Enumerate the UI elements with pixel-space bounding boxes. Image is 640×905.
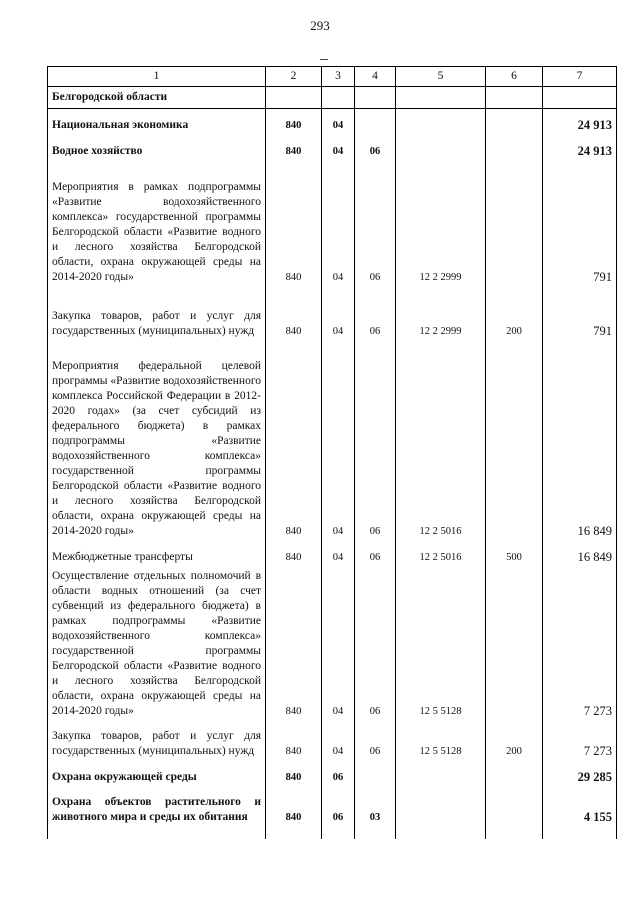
row-expense-type [486, 161, 543, 287]
row-section-code: 04 [322, 567, 355, 721]
row-section-code: 04 [322, 541, 355, 567]
row-amount: 16 849 [543, 341, 617, 541]
row-expense-type: 200 [486, 721, 543, 761]
row-name: Национальная экономика [48, 109, 266, 135]
row-subsection-code: 06 [355, 721, 396, 761]
header-col-7: 7 [543, 67, 617, 87]
table-row [48, 161, 617, 287]
row-expense-type [486, 761, 543, 787]
header-row [48, 67, 617, 87]
row-target-code: 12 2 5016 [396, 341, 486, 541]
row-name: Осуществление отдельных полномочий в области водных отношений (за счет субвенций из федерального бюджета) в рамках подпрограммы «Развитие водохозяйственного комплекса» государственной программы Белгородской области «Развитие водного и лесного хозяйства Белгородской области, охрана окружающей среды на 2014-2020 годы» [48, 567, 266, 721]
row-ministry-code: 840 [266, 787, 322, 827]
row-subsection-code: 06 [355, 161, 396, 287]
table-continuation [48, 827, 617, 839]
row-target-code [396, 87, 486, 109]
continuation-cell [322, 827, 355, 839]
header-col-4: 4 [355, 67, 396, 87]
row-target-code: 12 2 2999 [396, 161, 486, 287]
row-section-code: 04 [322, 721, 355, 761]
row-subsection-code: 06 [355, 341, 396, 541]
row-expense-type [486, 787, 543, 827]
row-section-code: 04 [322, 135, 355, 161]
row-amount: 24 913 [543, 109, 617, 135]
row-subsection-code [355, 109, 396, 135]
row-ministry-code: 840 [266, 341, 322, 541]
row-name: Водное хозяйство [48, 135, 266, 161]
row-amount: 791 [543, 161, 617, 287]
table-row [48, 109, 617, 135]
header-col-6: 6 [486, 67, 543, 87]
row-ministry-code: 840 [266, 109, 322, 135]
row-subsection-code: 06 [355, 287, 396, 341]
header-col-2: 2 [266, 67, 322, 87]
header-col-5: 5 [396, 67, 486, 87]
row-target-code: 12 2 5016 [396, 541, 486, 567]
row-ministry-code: 840 [266, 161, 322, 287]
table-row [48, 287, 617, 341]
row-amount: 7 273 [543, 721, 617, 761]
row-target-code [396, 787, 486, 827]
row-amount: 16 849 [543, 541, 617, 567]
row-expense-type [486, 135, 543, 161]
row-name: Белгородской области [48, 87, 266, 109]
row-subsection-code: 03 [355, 787, 396, 827]
continuation-cell [396, 827, 486, 839]
row-name: Закупка товаров, работ и услуг для государственных (муниципальных) нужд [48, 721, 266, 761]
row-ministry-code: 840 [266, 567, 322, 721]
row-target-code [396, 761, 486, 787]
row-section-code: 06 [322, 761, 355, 787]
row-target-code [396, 135, 486, 161]
row-section-code: 06 [322, 787, 355, 827]
row-section-code: 04 [322, 341, 355, 541]
row-name: Мероприятия в рамках подпрограммы «Развитие водохозяйственного комплекса» государственной программы Белгородской области «Развитие водного и лесного хозяйства Белгородской области, охрана окружающей среды на 2014-2020 годы» [48, 161, 266, 287]
row-subsection-code: 06 [355, 541, 396, 567]
row-name: Охрана окружающей среды [48, 761, 266, 787]
continuation-cell [486, 827, 543, 839]
row-subsection-code: 06 [355, 135, 396, 161]
row-expense-type: 500 [486, 541, 543, 567]
budget-table [47, 66, 617, 839]
row-amount: 4 155 [543, 787, 617, 827]
row-expense-type [486, 567, 543, 721]
header-col-1: 1 [48, 67, 266, 87]
row-amount: 7 273 [543, 567, 617, 721]
continuation-cell [543, 827, 617, 839]
header-col-3: 3 [322, 67, 355, 87]
row-ministry-code: 840 [266, 541, 322, 567]
row-section-code: 04 [322, 109, 355, 135]
row-name: Межбюджетные трансферты [48, 541, 266, 567]
page-number: 293 [310, 18, 330, 33]
row-expense-type [486, 87, 543, 109]
row-ministry-code: 840 [266, 287, 322, 341]
row-amount [543, 87, 617, 109]
table-row [48, 135, 617, 161]
table-row [48, 567, 617, 721]
continuation-cell [266, 827, 322, 839]
row-section-code [322, 87, 355, 109]
row-expense-type [486, 109, 543, 135]
continuation-cell [48, 827, 266, 839]
row-expense-type: 200 [486, 287, 543, 341]
table-row [48, 761, 617, 787]
row-subsection-code [355, 87, 396, 109]
table-row [48, 541, 617, 567]
table-row [48, 341, 617, 541]
table-row [48, 87, 617, 109]
row-subsection-code [355, 761, 396, 787]
row-target-code: 12 5 5128 [396, 721, 486, 761]
row-ministry-code: 840 [266, 761, 322, 787]
continuation-cell [355, 827, 396, 839]
row-name: Мероприятия федеральной целевой программы «Развитие водохозяйственного комплекса Российской Федерации в 2012-2020 годах» (за счет субсидий из федерального бюджета) в рамках подпрограммы «Развитие водохозяйственного комплекса» государственной программы Белгородской области «Развитие водного и лесного хозяйства Белгородской области, охрана окружающей среды на 2014-2020 годы» [48, 341, 266, 541]
budget-table-container [47, 66, 616, 839]
row-section-code: 04 [322, 287, 355, 341]
row-ministry-code: 840 [266, 135, 322, 161]
scan-mark [320, 59, 328, 60]
row-target-code: 12 5 5128 [396, 567, 486, 721]
row-name: Охрана объектов растительного и животного мира и среды их обитания [48, 787, 266, 827]
row-ministry-code [266, 87, 322, 109]
row-target-code [396, 109, 486, 135]
row-section-code: 04 [322, 161, 355, 287]
table-row [48, 787, 617, 827]
row-subsection-code: 06 [355, 567, 396, 721]
row-name: Закупка товаров, работ и услуг для государственных (муниципальных) нужд [48, 287, 266, 341]
row-amount: 24 913 [543, 135, 617, 161]
row-amount: 29 285 [543, 761, 617, 787]
table-row [48, 721, 617, 761]
row-ministry-code: 840 [266, 721, 322, 761]
row-target-code: 12 2 2999 [396, 287, 486, 341]
row-amount: 791 [543, 287, 617, 341]
row-expense-type [486, 341, 543, 541]
